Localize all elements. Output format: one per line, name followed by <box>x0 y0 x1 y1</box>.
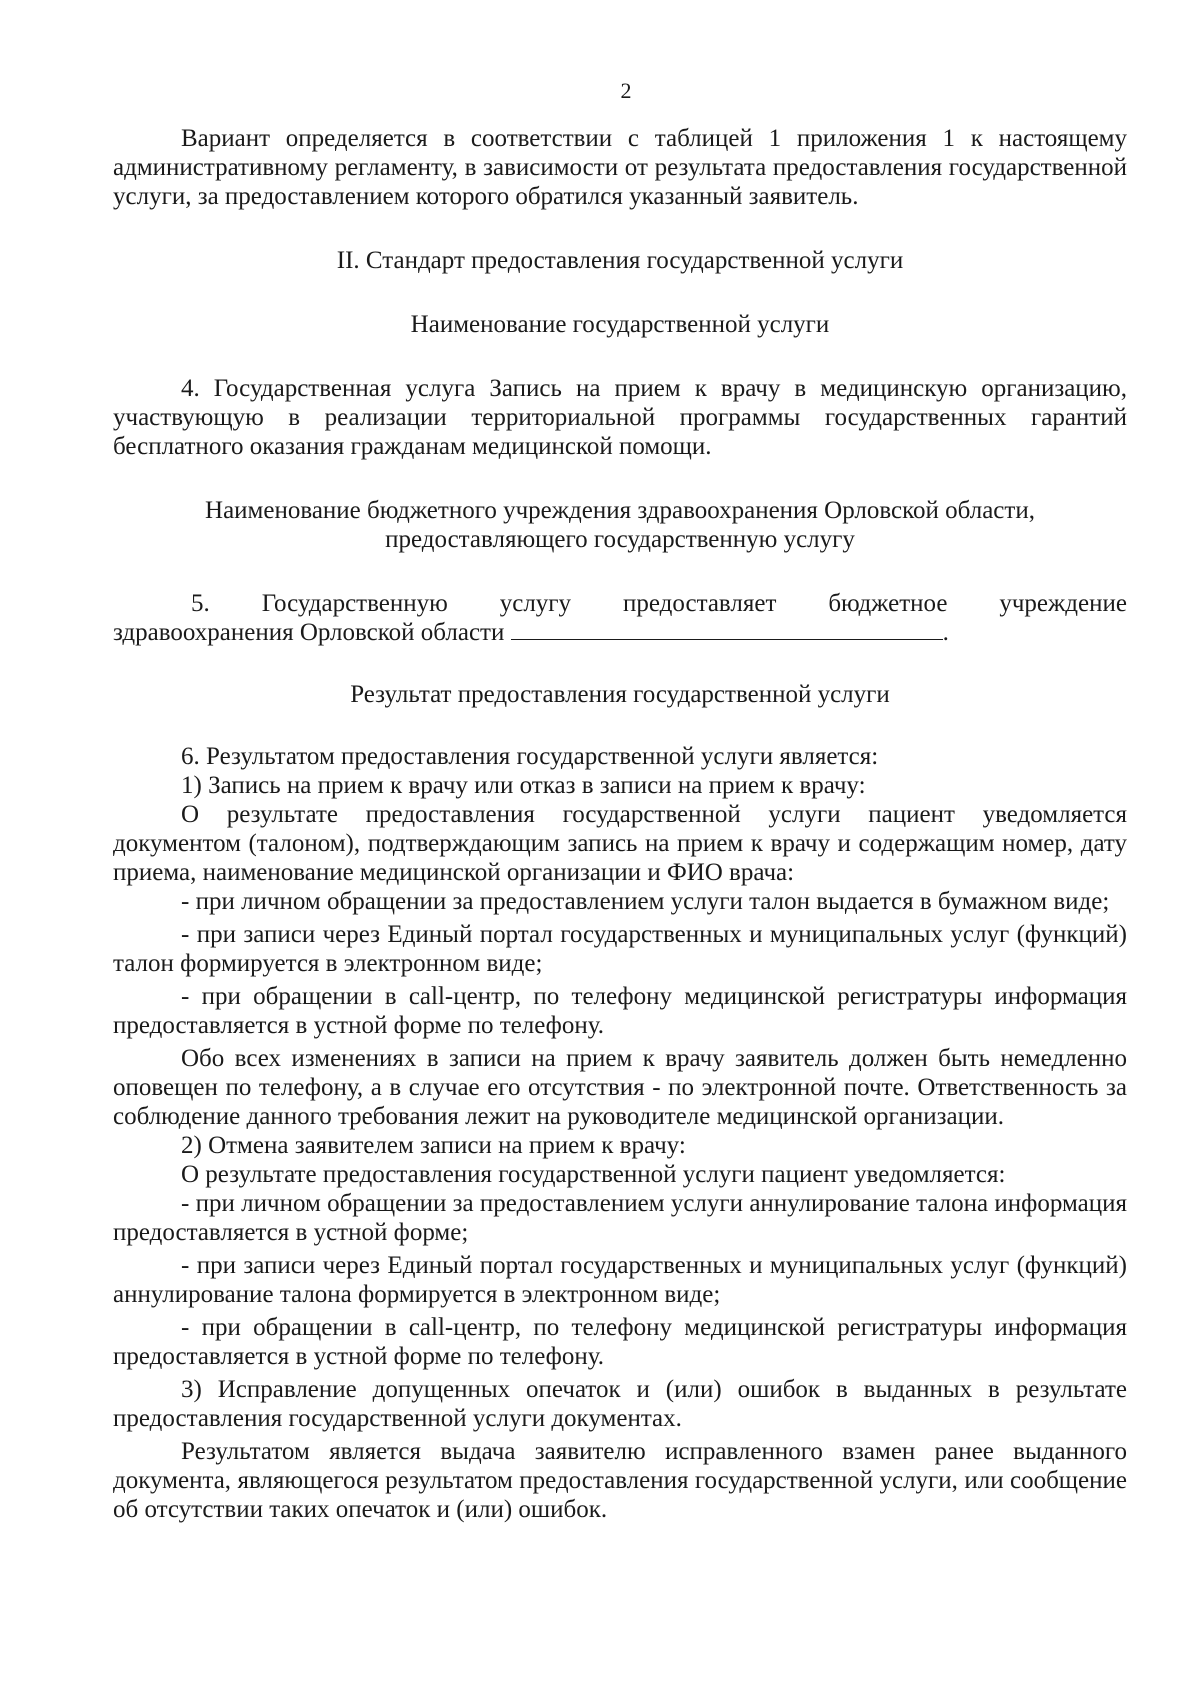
sub-2-text: О результате предоставления государственной услуги пациент уведомляется: <box>181 1161 1006 1188</box>
item-4-paragraph: 4. Государственная услуга Запись на прием к врачу в медицинскую организацию, участвующую в реализации территориальной программы государственных гарантий бесплатного оказания гражданам медицинской помощи. <box>113 375 1127 460</box>
sub-2-bullet-personal: - при личном обращении за предоставлением услуги аннулирование талона информация предоставляется в устной форме; <box>113 1190 1127 1246</box>
sub-2-bullet-call-center: - при обращении в call-центр, по телефону медицинской регистратуры информация предоставляется в устной форме по телефону. <box>113 1314 1127 1370</box>
item-5-period: . <box>942 619 949 646</box>
item-5-word: учреждение <box>999 590 1127 617</box>
page-number: 2 <box>620 78 632 103</box>
item-5-number: 5. <box>191 590 210 617</box>
sub-1-note: Обо всех изменениях в записи на прием к врачу заявитель должен быть немедленно оповещен по телефону, а в случае его отсутствия - по электронной почте. Ответственность за соблюдение данного требования лежит на руководителе медицинской организации. <box>113 1045 1127 1130</box>
sub-1-bullet-call-center: - при обращении в call-центр, по телефону медицинской регистратуры информация предоставляется в устной форме по телефону. <box>113 983 1127 1039</box>
item-5-word: Государственную <box>261 590 448 617</box>
sub-2-title: 2) Отмена заявителем записи на прием к врачу: <box>181 1132 686 1159</box>
result-heading: Результат предоставления государственной услуги <box>350 681 890 708</box>
item-5-institution-prefix: здравоохранения Орловской области <box>113 619 505 646</box>
item-5-second-line <box>113 618 1127 647</box>
institution-blank-field <box>511 621 943 640</box>
sub-1-bullet-paper: - при личном обращении за предоставлением услуги талон выдается в бумажном виде; <box>181 888 1110 915</box>
institution-heading-line-1: Наименование бюджетного учреждения здравоохранения Орловской области, <box>205 497 1035 524</box>
sub-3-text: Результатом является выдача заявителю исправленного взамен ранее выданного документа, являющегося результатом предоставления государственной услуги, или сообщение об отсутствии таких опечаток и (или) ошибок. <box>113 1438 1127 1523</box>
sub-1-text: О результате предоставления государственной услуги пациент уведомляется документом (талоном), подтверждающим запись на прием к врачу и содержащим номер, дату приема, наименование медицинской организации и ФИО врача: <box>113 801 1127 886</box>
item-5-word: услугу <box>499 590 572 617</box>
document-body <box>113 124 1127 1524</box>
sub-1-title: 1) Запись на прием к врачу или отказ в записи на прием к врачу: <box>181 772 866 799</box>
sub-1-bullet-portal: - при записи через Единый портал государственных и муниципальных услуг (функций) талон формируется в электронном виде; <box>113 921 1127 977</box>
sub-3-title: 3) Исправление допущенных опечаток и (или) ошибок в выданных в результате предоставления государственной услуги документах. <box>113 1376 1127 1432</box>
item-5-first-line <box>113 589 1127 618</box>
item-5-word: бюджетное <box>828 590 948 617</box>
item-5-word: предоставляет <box>623 590 777 617</box>
intro-paragraph: Вариант определяется в соответствии с таблицей 1 приложения 1 к настоящему административному регламенту, в зависимости от результата предоставления государственной услуги, за предоставлением которого обратился указанный заявитель. <box>113 125 1127 210</box>
section-title: II. Стандарт предоставления государственной услуги <box>336 247 904 274</box>
sub-2-bullet-portal: - при записи через Единый портал государственных и муниципальных услуг (функций) аннулирование талона формируется в электронном виде; <box>113 1252 1127 1308</box>
service-name-heading: Наименование государственной услуги <box>410 311 830 338</box>
item-6-lead: 6. Результатом предоставления государственной услуги является: <box>181 743 879 770</box>
institution-heading-line-2: предоставляющего государственную услугу <box>385 526 855 553</box>
